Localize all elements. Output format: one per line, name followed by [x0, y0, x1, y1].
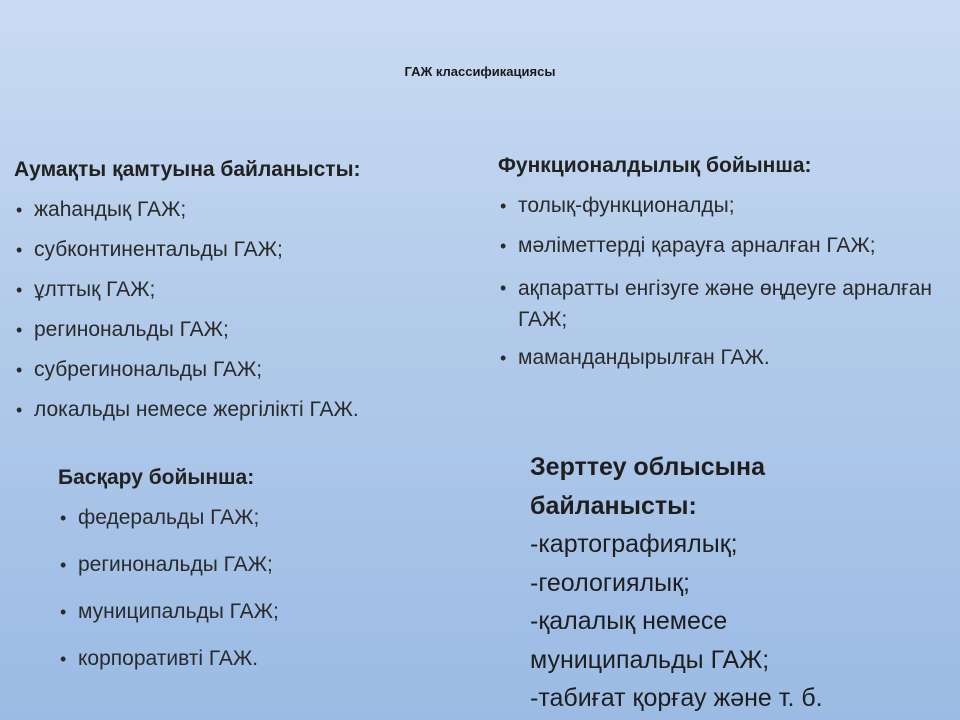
- list-item: • толық-функционалды;: [498, 193, 960, 219]
- functional-heading: Функционалдылық бойынша:: [498, 154, 812, 177]
- list-item: • ақпаратты енгізуге және өңдеуге арналған ГАЖ;: [498, 273, 960, 335]
- management-list: [58, 505, 458, 672]
- functional-list: [498, 193, 960, 371]
- territory-heading: Аумақты қамтуына байланысты:: [14, 158, 361, 181]
- list-item: • локальды немесе жергілікті ГАЖ.: [14, 397, 474, 423]
- research-line: муниципальды ГАЖ;: [530, 645, 770, 674]
- research-line: -геологиялық;: [530, 568, 690, 597]
- list-item: • субрегинональды ГАЖ;: [14, 357, 474, 383]
- research-section: [530, 448, 950, 718]
- list-item: • муниципальды ГАЖ;: [58, 599, 458, 625]
- list-item: • регинональды ГАЖ;: [14, 317, 474, 343]
- territory-section: [14, 157, 474, 437]
- list-item: • жаһандық ГАЖ;: [14, 197, 474, 223]
- research-line: -картографиялық;: [530, 530, 738, 558]
- functional-section: [498, 153, 960, 385]
- list-item: • мамандандырылған ГАЖ.: [498, 345, 960, 371]
- slide-title: ГАЖ классификациясы: [404, 64, 556, 79]
- list-item: • регинональды ГАЖ;: [58, 552, 458, 578]
- list-item: • федеральды ГАЖ;: [58, 505, 458, 531]
- list-item: • мәліметтерді қарауға арналған ГАЖ;: [498, 233, 960, 259]
- list-item: • корпоративті ГАЖ.: [58, 646, 458, 672]
- research-heading-line1: Зерттеу облысына: [530, 453, 765, 481]
- management-section: [58, 465, 458, 693]
- research-heading-line2: байланысты:: [530, 491, 697, 520]
- research-line: -табиғат қорғау және т. б.: [530, 684, 823, 712]
- management-heading: Басқару бойынша:: [58, 466, 255, 489]
- territory-list: [14, 197, 474, 423]
- list-item: • ұлттық ГАЖ;: [14, 277, 474, 303]
- list-item: • субконтинентальды ГАЖ;: [14, 237, 474, 263]
- research-line: -қалалық немесе: [530, 607, 728, 635]
